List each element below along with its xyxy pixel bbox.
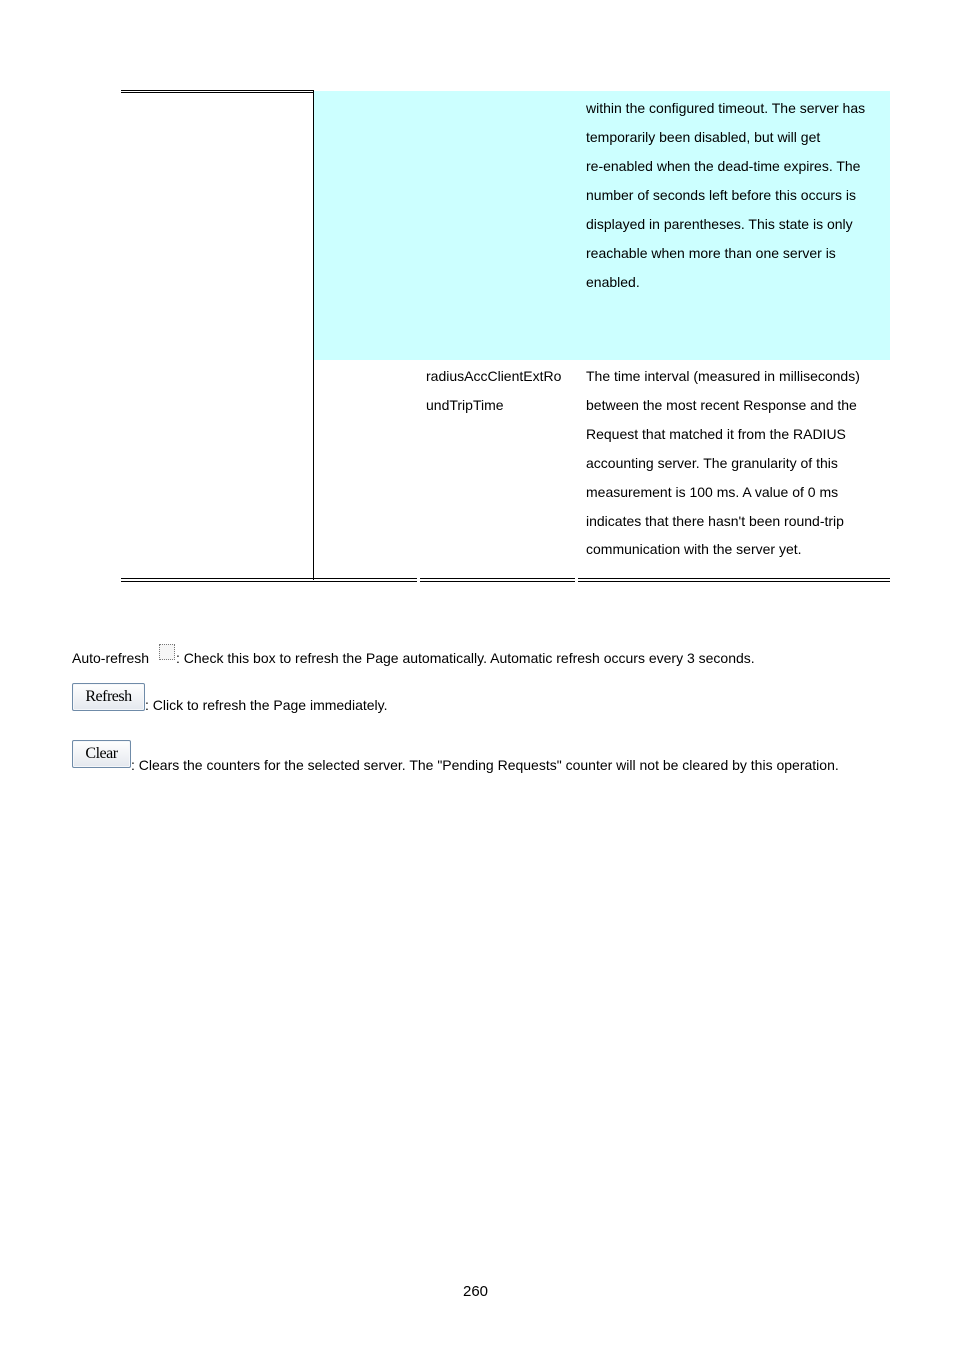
description-line: re-enabled when the dead-time expires. The	[586, 158, 861, 174]
object-line: undTripTime	[426, 397, 504, 413]
table-column-divider	[313, 90, 314, 580]
clear-description: : Clears the counters for the selected server. The "Pending Requests" counter will not be cleared by this operation.	[131, 757, 839, 773]
page-number: 260	[463, 1283, 489, 1300]
table-bottom-border	[420, 581, 575, 582]
description-line: temporarily been disabled, but will get	[586, 129, 821, 145]
clear-button[interactable]: Clear	[72, 740, 131, 768]
table-bottom-border	[121, 581, 417, 582]
description-line: between the most recent Response and the	[586, 397, 857, 413]
description-line: measurement is 100 ms. A value of 0 ms	[586, 484, 839, 500]
description-line: displayed in parentheses. This state is only	[586, 216, 853, 232]
table-top-border	[121, 90, 314, 91]
description-line: communication with the server yet.	[586, 541, 802, 557]
object-line: radiusAccClientExtRo	[426, 368, 562, 384]
description-line: accounting server. The granularity of this	[586, 455, 838, 471]
description-line: Request that matched it from the RADIUS	[586, 426, 846, 442]
description-line: indicates that there hasn't been round-trip	[586, 513, 844, 529]
table-bottom-border	[578, 578, 890, 579]
description-line: number of seconds left before this occurs is	[586, 187, 857, 203]
auto-refresh-description: : Check this box to refresh the Page automatically. Automatic refresh occurs every 3 seconds.	[176, 650, 755, 666]
description-line: enabled.	[586, 274, 640, 290]
auto-refresh-label: Auto-refresh	[72, 650, 150, 666]
refresh-button[interactable]: Refresh	[72, 683, 145, 711]
table-bottom-border	[420, 578, 575, 579]
table-bottom-border	[578, 581, 890, 582]
auto-refresh-checkbox[interactable]	[159, 644, 175, 660]
table-bottom-border	[121, 578, 417, 579]
description-line: The time interval (measured in milliseconds)	[586, 368, 860, 384]
description-line: reachable when more than one server is	[586, 245, 836, 261]
description-line: within the configured timeout. The server has	[586, 100, 866, 116]
refresh-description: : Click to refresh the Page immediately.	[145, 697, 388, 713]
table-top-border	[121, 92, 314, 93]
